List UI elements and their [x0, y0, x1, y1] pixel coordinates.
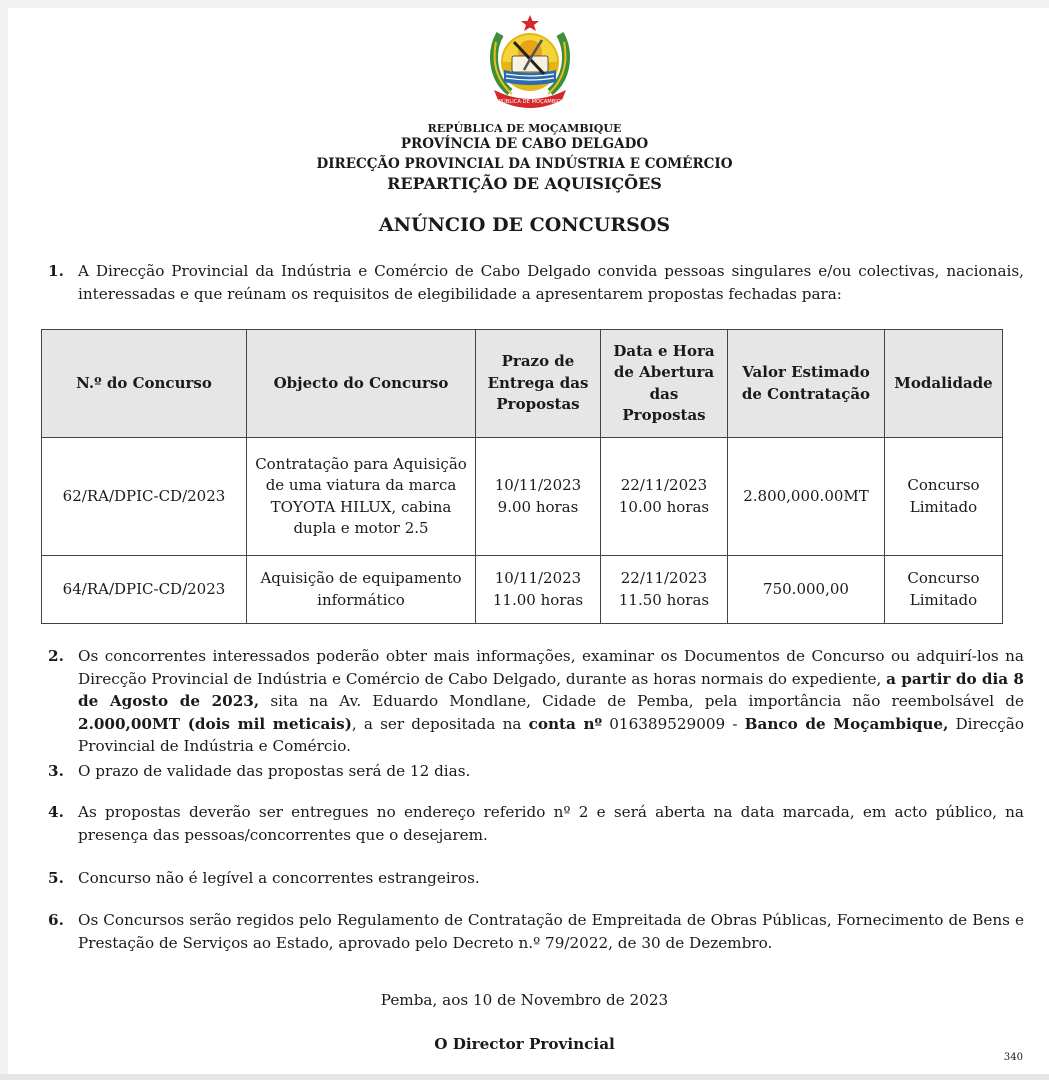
cell-estimated-value: 2.800,000.00MT	[728, 438, 885, 556]
item-2-date-bold: a partir do dia 8 de Agosto de 2023,	[78, 669, 1024, 710]
item-6-number: 6.	[48, 911, 64, 929]
tenders-table	[41, 329, 1003, 624]
place-and-date: Pemba, aos 10 de Novembro de 2023	[380, 991, 669, 1009]
cell-modality: Concurso Limitado	[885, 556, 1003, 624]
table-row	[42, 438, 1003, 556]
mozambique-coat-of-arms-emblem	[482, 12, 578, 112]
col-header-object: Objecto do Concurso	[247, 330, 476, 438]
item-3-number: 3.	[48, 762, 64, 780]
item-2-text	[78, 645, 1024, 758]
cell-estimated-value: 750.000,00	[728, 556, 885, 624]
signature-title: O Director Provincial	[434, 1035, 615, 1053]
cell-opening-date: 22/11/2023 10.00 horas	[601, 438, 728, 556]
item-2-fee-bold: 2.000,00MT (dois mil meticais)	[78, 714, 352, 733]
col-header-delivery-deadline: Prazo de Entrega das Propostas	[476, 330, 601, 438]
emblem-motto: REPÚBLICA DE MOÇAMBIQUE	[492, 99, 568, 105]
header-country: REPÚBLICA DE MOÇAMBIQUE	[427, 122, 622, 135]
item-4-number: 4.	[48, 803, 64, 821]
table-row	[42, 556, 1003, 624]
item-2-text-part: Direcção Provincial de Indústria e Comércio.	[78, 714, 1025, 755]
page-border-bottom	[0, 1074, 1049, 1080]
header-department: REPARTIÇÃO DE AQUISIÇÕES	[387, 174, 662, 193]
table-header-row	[42, 330, 1003, 438]
page-border-top	[0, 0, 1049, 8]
cell-delivery-deadline: 10/11/2023 9.00 horas	[476, 438, 601, 556]
item-2-text-part: 016389529009 -	[602, 714, 745, 733]
item-2-text-part: , a ser depositada na	[351, 714, 529, 733]
cell-tender-number: 62/RA/DPIC-CD/2023	[42, 438, 247, 556]
col-header-opening-date: Data e Hora de Abertura das Propostas	[601, 330, 728, 438]
cell-delivery-deadline: 10/11/2023 11.00 horas	[476, 556, 601, 624]
item-2-bank-bold: Banco de Moçambique,	[744, 714, 949, 733]
item-2-text-part: Os concorrentes interessados poderão obter mais informações, examinar os Documentos de Concurso ou adquirí-los na Direcção Provincial de Indústria e Comércio de Cabo Delgado, durante as horas normais do expediente,	[78, 647, 1024, 688]
col-header-estimated-value: Valor Estimado de Contratação	[728, 330, 885, 438]
item-2-account-label-bold: conta nº	[528, 714, 603, 733]
item-4-text: As propostas deverão ser entregues no endereço referido nº 2 e será aberta na data marcada, em acto público, na presença das pessoas/concorrentes que o desejarem.	[78, 803, 1024, 844]
item-2-number: 2.	[48, 647, 64, 665]
cell-object: Aquisição de equipamento informático	[247, 556, 476, 624]
item-3-text: O prazo de validade das propostas será de 12 dias.	[78, 762, 471, 780]
item-1-text: A Direcção Provincial da Indústria e Comércio de Cabo Delgado convida pessoas singulares e/ou colectivas, nacionais, interessadas e que reúnam os requisitos de elegibilidade a apresentarem propostas fechadas para:	[78, 262, 1024, 303]
item-1-number: 1.	[48, 262, 64, 280]
col-header-tender-number: N.º do Concurso	[42, 330, 247, 438]
page-number: 340	[1003, 1052, 1023, 1063]
item-5-number: 5.	[48, 869, 64, 887]
cell-object: Contratação para Aquisição de uma viatura da marca TOYOTA HILUX, cabina dupla e motor 2.5	[247, 438, 476, 556]
cell-opening-date: 22/11/2023 11.50 horas	[601, 556, 728, 624]
header-province: PROVÍNCIA DE CABO DELGADO	[400, 136, 649, 152]
item-2-text-part: sita na Av. Eduardo Mondlane, Cidade de Pemba, pela importância não reembolsável de	[259, 692, 1025, 710]
col-header-modality: Modalidade	[885, 330, 1003, 438]
item-5-text: Concurso não é legível a concorrentes estrangeiros.	[78, 869, 480, 887]
item-6-text: Os Concursos serão regidos pelo Regulamento de Contratação de Empreitada de Obras Públicas, Fornecimento de Bens e Prestação de Serviços ao Estado, aprovado pelo Decreto n.º 79/2022, de 30 de Dezembro.	[78, 911, 1024, 952]
announcement-title: ANÚNCIO DE CONCURSOS	[378, 214, 671, 236]
cell-modality: Concurso Limitado	[885, 438, 1003, 556]
cell-tender-number: 64/RA/DPIC-CD/2023	[42, 556, 247, 624]
header-directorate: DIRECÇÃO PROVINCIAL DA INDÚSTRIA E COMÉRCIO	[316, 156, 733, 172]
